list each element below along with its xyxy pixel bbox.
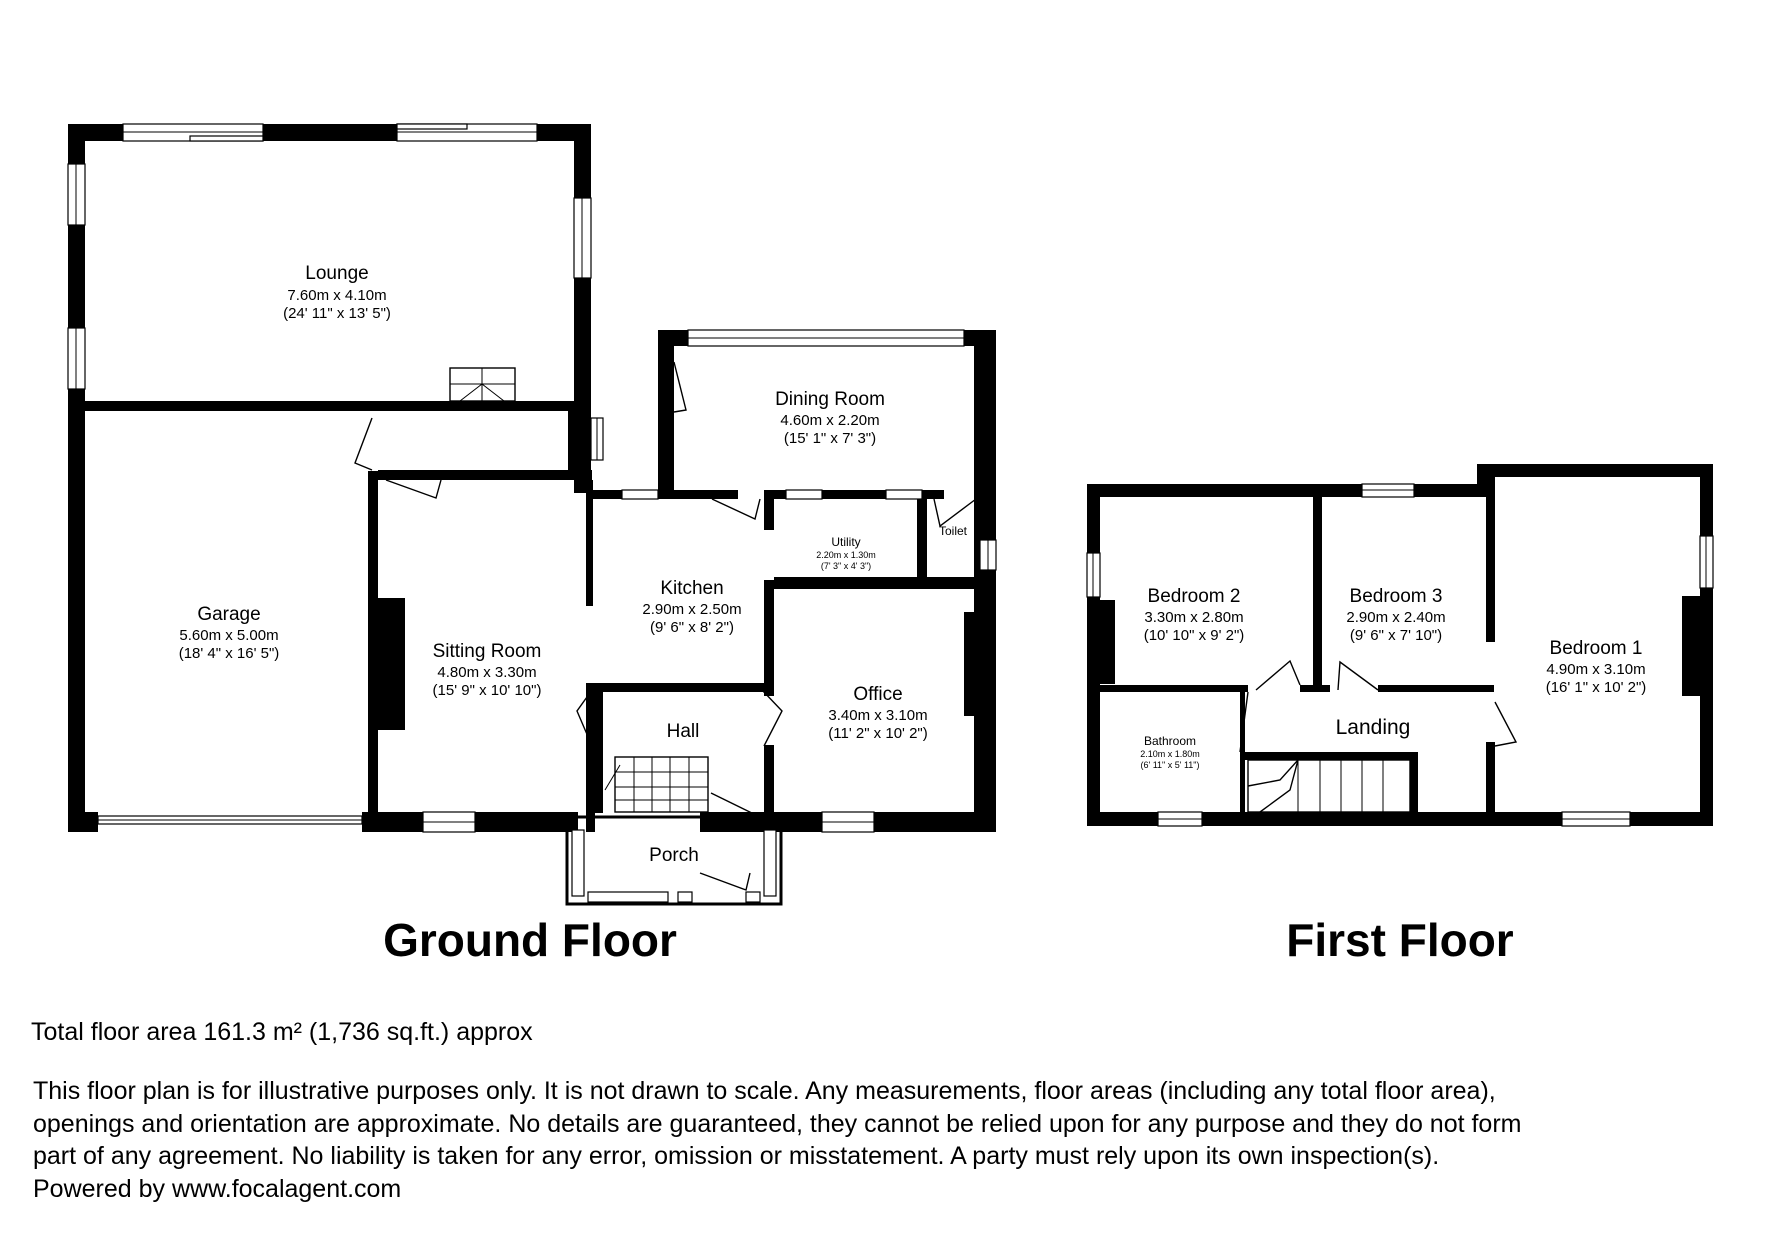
room-metric: 4.80m x 3.30m [437,664,537,681]
room-porch [649,845,699,866]
room-metric: 2.90m x 2.50m [642,601,742,618]
room-toilet [939,524,968,538]
room-metric: 2.20m x 1.30m [816,550,876,560]
room-imperial: (15' 1" x 7' 3") [783,430,877,447]
room-name: Bedroom 2 [1147,586,1241,607]
room-garage [179,604,280,662]
room-metric: 2.90m x 2.40m [1346,609,1446,626]
ground-floor-title: Ground Floor [383,914,677,966]
ground-floor-stairs [605,757,708,812]
room-name: Kitchen [660,578,724,599]
disclaimer [33,1075,1753,1205]
room-metric: 5.60m x 5.00m [179,627,279,644]
room-name: Landing [1335,716,1411,739]
first-floor-title: First Floor [1286,914,1514,966]
room-name: Bedroom 3 [1349,586,1443,607]
room-name: Bedroom 1 [1549,638,1643,659]
room-name: Porch [649,845,699,866]
room-imperial: (11' 2" x 10' 2") [828,725,928,742]
room-dining-room [775,389,885,447]
first-floor-stairs [1248,760,1410,812]
room-name: Sitting Room [432,641,542,662]
room-name: Garage [197,604,261,625]
first-floor-room-labels [1140,586,1646,770]
room-lounge [283,263,391,322]
chimney-breast [450,368,515,401]
room-imperial: (18' 4" x 16' 5") [178,645,280,662]
disclaimer-line: Powered by www.focalagent.com [33,1174,402,1203]
room-imperial: (9' 6" x 8' 2") [650,619,734,636]
disclaimer-line: This floor plan is for illustrative purposes only. It is not drawn to scale. Any measurements, floor areas (including any total floor area), [33,1077,1496,1105]
room-metric: 3.40m x 3.10m [828,707,928,724]
room-metric: 3.30m x 2.80m [1144,609,1244,626]
room-imperial: (16' 1" x 10' 2") [1545,679,1647,696]
room-metric: 2.10m x 1.80m [1140,749,1200,759]
room-metric: 4.90m x 3.10m [1546,661,1646,678]
room-name: Toilet [938,524,968,538]
room-utility [816,535,876,571]
room-hall [667,721,700,742]
ground-floor-room-labels [179,263,968,866]
room-bathroom [1140,734,1200,770]
room-sitting-room [433,641,542,699]
disclaimer-line: openings and orientation are approximate. No details are guaranteed, they cannot be relied upon for any purpose and they do not form [33,1109,1522,1138]
room-bedroom-1 [1546,638,1647,696]
room-metric: 7.60m x 4.10m [287,287,387,304]
room-imperial: (9' 6" x 7' 10") [1349,627,1443,644]
room-imperial: (15' 9" x 10' 10") [432,682,542,699]
ground-floor-plan [68,124,996,904]
room-imperial: (6' 11" x 5' 11") [1140,760,1200,770]
room-bedroom-3 [1346,586,1445,644]
total-floor-area: Total floor area 161.3 m² (1,736 sq.ft.) approx [31,1018,533,1046]
disclaimer-line: part of any agreement. No liability is taken for any error, omission or misstatement. A party must rely upon its own inspection(s). [33,1142,1440,1170]
room-imperial: (10' 10" x 9' 2") [1143,627,1245,644]
room-name: Lounge [305,263,369,284]
first-floor-plan [1087,464,1713,826]
room-landing [1336,716,1411,739]
room-name: Hall [666,721,700,742]
room-metric: 4.60m x 2.20m [780,412,880,429]
room-imperial: (24' 11" x 13' 5") [283,305,391,322]
room-office [828,684,927,742]
room-kitchen [642,578,741,636]
room-name: Dining Room [775,389,885,410]
room-name: Bathroom [1143,734,1197,748]
room-name: Office [853,684,903,705]
room-name: Utility [831,535,861,549]
room-imperial: (7' 3" x 4' 3") [820,561,872,571]
room-bedroom-2 [1144,586,1245,644]
